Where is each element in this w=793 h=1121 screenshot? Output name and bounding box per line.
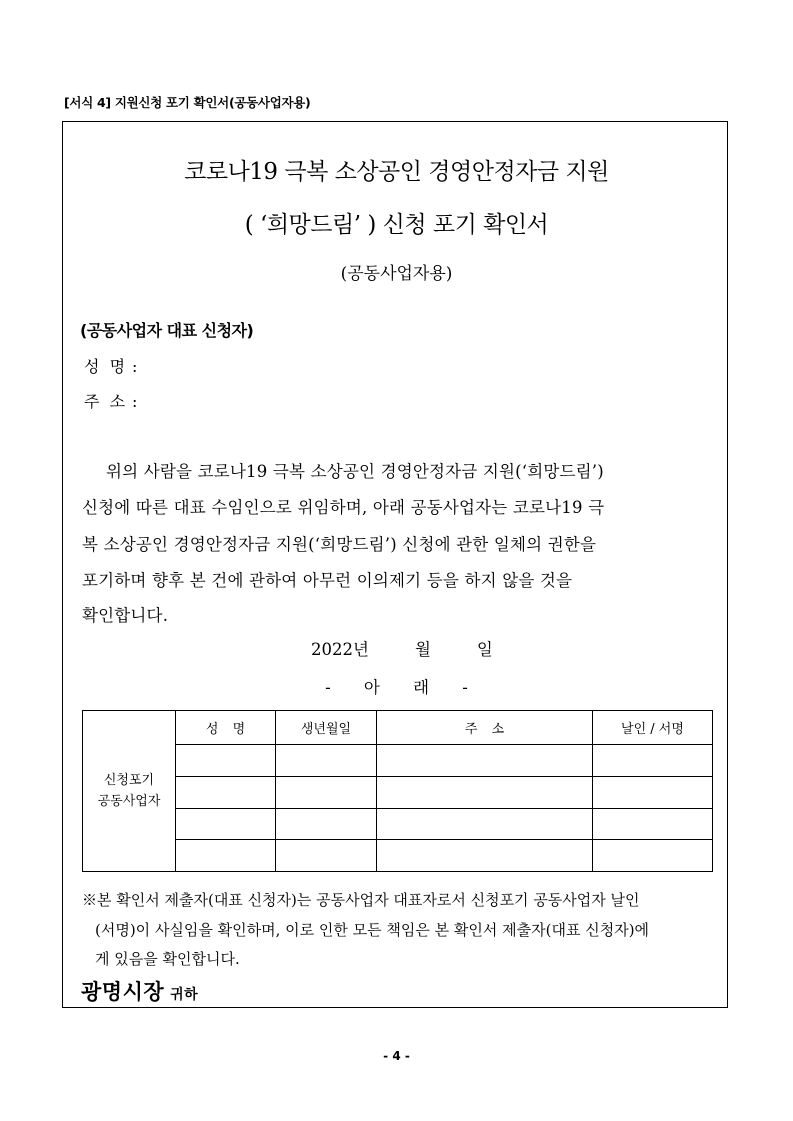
table-row xyxy=(83,808,713,840)
signature-cell[interactable] xyxy=(593,745,713,777)
table-header-row xyxy=(83,711,713,745)
signature-cell[interactable] xyxy=(593,808,713,840)
page-number: - 4 - xyxy=(383,1049,410,1063)
representative-heading: (공동사업자 대표 신청자) xyxy=(80,321,254,340)
document-title-line-2: ( ‘희망드림’ ) 신청 포기 확인서 xyxy=(244,212,549,238)
table-row xyxy=(83,745,713,777)
address-cell[interactable] xyxy=(377,808,593,840)
group-label-cell xyxy=(83,711,176,872)
signature-cell[interactable] xyxy=(593,840,713,872)
name-cell[interactable] xyxy=(176,776,276,808)
signature-cell[interactable] xyxy=(593,776,713,808)
group-label-line-1: 신청포기 xyxy=(103,773,155,788)
notice-line-1: ※본 확인서 제출자(대표 신청자)는 공동사업자 대표자로서 신청포기 공동사업자 날인 xyxy=(82,891,640,909)
form-frame xyxy=(62,121,728,1008)
body-line-4: 포기하며 향후 본 건에 관하여 아무런 이의제기 등을 하지 않을 것을 xyxy=(82,571,573,590)
header-birthdate: 생년월일 xyxy=(276,711,377,745)
header-name: 성 명 xyxy=(176,711,276,745)
body-line-3: 복 소상공인 경영안정자금 지원(‘희망드림’) 신청에 관한 일체의 권한을 xyxy=(82,535,597,554)
body-line-5: 확인합니다. xyxy=(82,606,169,625)
address-cell[interactable] xyxy=(377,840,593,872)
name-cell[interactable] xyxy=(176,745,276,777)
address-cell[interactable] xyxy=(377,776,593,808)
table-row xyxy=(83,840,713,872)
body-line-2: 신청에 따른 대표 수임인으로 위임하며, 아래 공동사업자는 코로나19 극 xyxy=(82,498,605,517)
notice-line-3: 게 있음을 확인합니다. xyxy=(95,950,240,968)
name-label: 성 명 xyxy=(84,357,126,376)
notice-line-2: (서명)이 사실임을 확인하며, 이로 인한 모든 책임은 본 확인서 제출자(대표 신청자)에 xyxy=(95,921,650,939)
date-day: 일 xyxy=(476,640,493,659)
address-field xyxy=(84,389,137,412)
form-number-label: [서식 4] 지원신청 포기 확인서(공동사업자용) xyxy=(64,95,311,110)
address-label: 주 소 xyxy=(84,392,126,411)
below-marker: - 아 래 - xyxy=(325,678,468,697)
name-cell[interactable] xyxy=(176,808,276,840)
birthdate-cell[interactable] xyxy=(276,840,377,872)
document-subtitle: (공동사업자용) xyxy=(340,264,453,284)
addressee-name: 광명시장 xyxy=(81,980,165,1004)
addressee-suffix: 귀하 xyxy=(170,987,199,1003)
birthdate-cell[interactable] xyxy=(276,745,377,777)
group-label-line-2: 공동사업자 xyxy=(97,794,161,809)
address-colon: : xyxy=(132,392,138,411)
header-seal-signature: 날인 / 서명 xyxy=(593,711,713,745)
address-cell[interactable] xyxy=(377,745,593,777)
header-address: 주 소 xyxy=(377,711,593,745)
date-month: 월 xyxy=(414,640,431,659)
table-row xyxy=(83,776,713,808)
birthdate-cell[interactable] xyxy=(276,776,377,808)
co-business-table xyxy=(82,710,713,872)
name-cell[interactable] xyxy=(176,840,276,872)
name-field xyxy=(84,354,137,377)
birthdate-cell[interactable] xyxy=(276,808,377,840)
name-colon: : xyxy=(132,357,138,376)
addressee xyxy=(81,976,198,1006)
date-line xyxy=(311,636,493,660)
document-title-line-1: 코로나19 극복 소상공인 경영안정자금 지원 xyxy=(184,159,609,185)
body-line-1: 위의 사람을 코로나19 극복 소상공인 경영안정자금 지원(‘희망드림’) xyxy=(106,462,604,481)
date-year: 2022년 xyxy=(311,640,369,659)
